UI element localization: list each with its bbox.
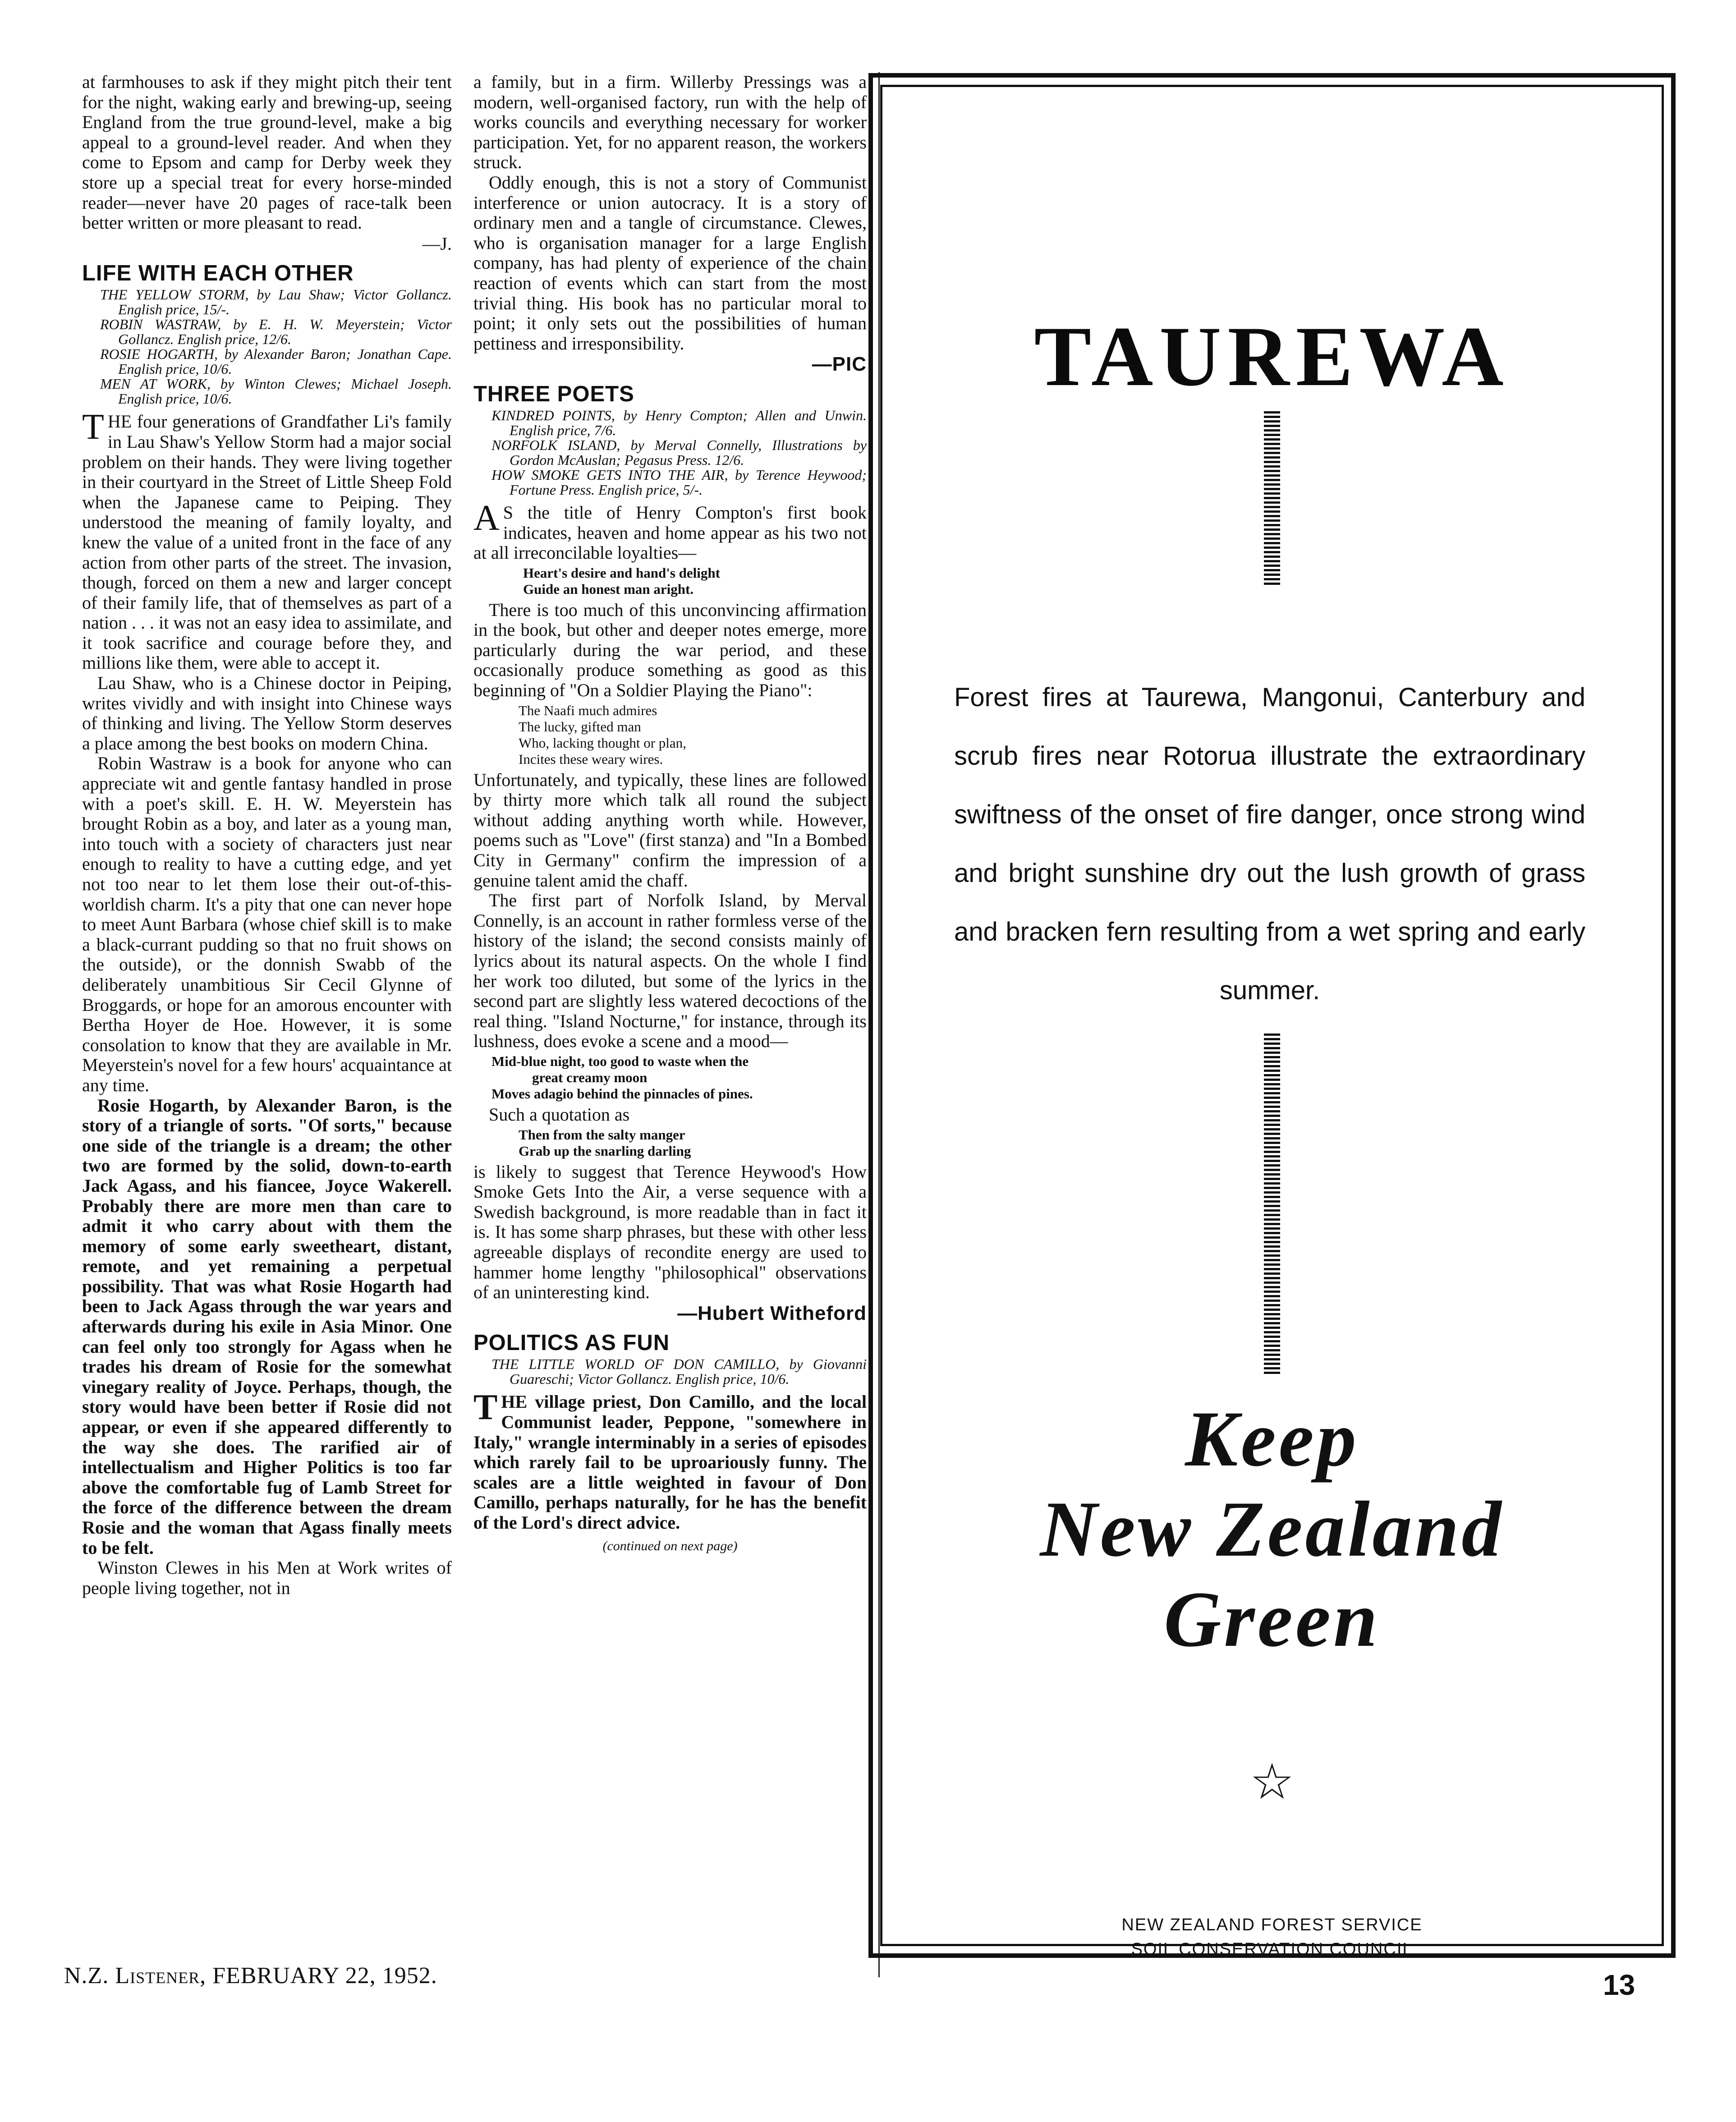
continuation-paragraph: a family, but in a firm. Willerby Pressings was a modern, well-organised factory, run with the help of works councils and everything necessary for worker participation. Yet, for no apparent reason, the workers struck. bbox=[473, 72, 867, 173]
publication-date: FEBRUARY 22, 1952. bbox=[212, 1963, 437, 1989]
intro-signature: —J. bbox=[422, 233, 452, 254]
org-line: SOIL CONSERVATION COUNCIL bbox=[1131, 1940, 1413, 1959]
verse-line: Guide an honest man aright. bbox=[523, 581, 694, 597]
paragraph-robin-wastraw: Robin Wastraw is a book for anyone who can appreciate wit and gentle fantasy handled in prose with a poet's skill. E. H. W. Meyerstein has brought Robin as a boy, and later as a young man, into touch with a society of characters just near enough to reality to have a cutting edge, and yet not too near to let them lose their out-of-this-worldish charm. It's a pity that one can never hope to meet Aunt Barbara (whose chief skill is to make a black-currant pudding so that no fruit shows on the outside), or the donnish Swabb of the deliberately unambitious Sir Cecil Glynne of Broggards, or hope for an amorous encounter with Bertha Hoyer de Hoe. However, it is some consolation to know that they are available in Mr. Meyerstein's novel for a few hours' acquaintance at any time. bbox=[82, 753, 452, 1095]
book-list-item: KINDRED POINTS, by Henry Compton; Allen and Unwin. English price, 7/6. bbox=[491, 407, 867, 438]
slogan-line: New Zealand bbox=[1040, 1485, 1504, 1573]
poets-paragraph-4: The first part of Norfolk Island, by Merval Connelly, is an account in rather formless verse of the history of the island; the second consists mainly of lyrics about its natural aspects. On the whole I find her work too diluted, but some of the lyrics in the second part are slightly less watered decoctions of the real thing. "Island Nocturne," for instance, through its lushness, does evoke a scene and a mood— bbox=[473, 890, 867, 1052]
paragraph-yellow-storm bbox=[82, 407, 452, 673]
drop-cap: T bbox=[473, 1387, 498, 1428]
paragraph-text: HE four generations of Grandfather Li's family in Lau Shaw's Yellow Storm had a major social problem on their hands. They were living together in their courtyard in the Street of Little Sheep Fold when the Japanese came to Peiping. They understood the meaning of family loyalty, and knew the value of a united front in the face of any action from other parts of the street. The invasion, though, forced on them a new and larger concept of their family life, that of themselves as part of a nation . . . it was not an easy idea to assimilate, and it took sacrifice and courage before they, and millions like them, were able to accept it. bbox=[82, 411, 452, 673]
book-list-item: NORFOLK ISLAND, by Merval Connelly, Illustrations by Gordon McAuslan; Pegasus Press. 12/6. bbox=[491, 436, 867, 468]
poets-paragraph-3: Unfortunately, and typically, these lines are followed by thirty more which talk all round the subject without adding anything worth while. However, poems such as "Love" (first stanza) and "In a Bombed City in Germany" confirm the impression of a genuine talent amid the chaff. bbox=[473, 769, 867, 891]
verse-block bbox=[473, 565, 867, 597]
dotted-rule-bottom bbox=[1264, 1033, 1280, 1376]
poets-paragraph-6: is likely to suggest that Terence Heywood's How Smoke Gets Into the Air, a verse sequence with a Swedish background, is more readable than in fact it is. It has some sharp phrases, but these with other less agreeable displays of recondite energy are used to hammer home lengthy "philosophical" observations of an uninteresting kind. bbox=[473, 1161, 867, 1303]
book-list-item: MEN AT WORK, by Winton Clewes; Michael Joseph. English price, 10/6. bbox=[100, 376, 452, 407]
paragraph-rosie-hogarth: Rosie Hogarth, by Alexander Baron, is the story of a triangle of sorts. "Of sorts," because one side of the triangle is a dream; the other two are formed by the solid, down-to-earth Jack Agass, and his fiancee, Joyce Wakerell. Probably there are more men than care to admit it who carry about with them the memory of some early sweetheart, distant, remote, and yet remaining a perpetual possibility. That was what Rosie Hogarth had been to Jack Agass through the war years and afterwards during his exile in Asia Minor. One can feel only too strongly for Agass when he trades his dream of Rosie for the somewhat vinegary reality of Joyce. Perhaps, though, the story would have been better if Rosie did not appear, or even if she appeared differently to the way she does. The rarified air of intellectualism and Higher Politics is too far above the comfortable fug of Lamb Street for the force of the difference between the dream Rosie and the woman that Agass finally meets to be felt. bbox=[82, 1095, 452, 1558]
paragraph-oddly: Oddly enough, this is not a story of Communist interference or union autocracy. It is a story of ordinary men and a tangle of circumstance. Clewes, who is organisation manager for a large English company, has had plenty of experience of the chain reaction of events which can start from the most trivial thing. His book has no particular moral to point; it only sets out the possibilities of human pettiness and irresponsibility. bbox=[473, 172, 867, 354]
advert-title: TAUREWA bbox=[1034, 309, 1510, 404]
verse-line: Heart's desire and hand's delight bbox=[523, 565, 720, 581]
verse-line: Who, lacking thought or plan, bbox=[519, 735, 686, 751]
poets-paragraph-compton bbox=[473, 498, 867, 563]
verse-line: Incites these weary wires. bbox=[519, 751, 663, 767]
slogan-line: Green bbox=[1164, 1575, 1380, 1663]
section-heading-politics: POLITICS AS FUN bbox=[473, 1331, 670, 1355]
book-list-item: HOW SMOKE GETS INTO THE AIR, by Terence Heywood; Fortune Press. English price, 5/-. bbox=[491, 466, 867, 498]
star-icon: ☆ bbox=[1249, 1755, 1295, 1810]
verse-line: Grab up the snarling darling bbox=[519, 1143, 691, 1159]
advert-box bbox=[868, 73, 1676, 1958]
book-list-item: THE LITTLE WORLD OF DON CAMILLO, by Giovanni Guareschi; Victor Gollancz. English price, 10/6. bbox=[491, 1356, 867, 1387]
poets-book-list bbox=[473, 408, 867, 497]
dotted-rule-top bbox=[1264, 411, 1280, 587]
signature-pic: —PIC bbox=[812, 353, 867, 376]
signature-hubert: —Hubert Witheford bbox=[677, 1302, 867, 1324]
paragraph-lau-shaw: Lau Shaw, who is a Chinese doctor in Peiping, writes vividly and with insight into Chinese ways of thinking and living. The Yellow Storm deserves a place among the best books on modern China. bbox=[82, 673, 452, 753]
politics-book-list bbox=[473, 1357, 867, 1387]
book-list-item: THE YELLOW STORM, by Lau Shaw; Victor Gollancz. English price, 15/-. bbox=[100, 286, 452, 318]
section-heading-life: LIFE WITH EACH OTHER bbox=[82, 261, 354, 286]
publication-footer bbox=[64, 1962, 437, 1989]
left-column bbox=[82, 72, 452, 1977]
verse-line: Moves adagio behind the pinnacles of pines. bbox=[491, 1085, 753, 1102]
org-line: NEW ZEALAND FOREST SERVICE bbox=[1121, 1915, 1423, 1934]
verse-block bbox=[473, 703, 867, 767]
paragraph-text: S the title of Henry Compton's first book indicates, heaven and home appear as his two not at all irreconcilable loyalties— bbox=[473, 502, 867, 563]
publication-prefix: N.Z. bbox=[64, 1963, 109, 1989]
advert-body: Forest fires at Taurewa, Mangonui, Canterbury and scrub fires near Rotorua illustrate the extraordinary swiftness of the onset of fire danger, once strong wind and bright sunshine dry out the lush growth of grass and bracken fern resulting from a wet spring and early summer. bbox=[954, 683, 1585, 1005]
advert-slogan bbox=[873, 1394, 1671, 1665]
continued-note: (continued on next page) bbox=[602, 1539, 738, 1554]
verse-line: great creamy moon bbox=[532, 1069, 648, 1085]
drop-cap: T bbox=[82, 407, 104, 447]
page-number: 13 bbox=[1603, 1969, 1635, 2001]
politics-paragraph bbox=[473, 1387, 867, 1533]
verse-line: Then from the salty manger bbox=[519, 1126, 685, 1143]
intro-paragraph: at farmhouses to ask if they might pitch their tent for the night, waking early and brewing-up, seeing England from the true ground-level, make a big appeal to a ground-level reader. And when they come to Epsom and camp for Derby week they store up a special treat for every horse-minded reader—never have 20 pages of race-talk been better written or more pleasant to read. bbox=[82, 72, 452, 233]
paragraph-men-at-work: Winston Clewes in his Men at Work writes of people living together, not in bbox=[82, 1557, 452, 1598]
book-list bbox=[82, 287, 452, 406]
section-heading-poets: THREE POETS bbox=[473, 381, 634, 406]
book-list-item: ROBIN WASTRAW, by E. H. W. Meyerstein; Victor Gollancz. English price, 12/6. bbox=[100, 316, 452, 348]
slogan-line: Keep bbox=[1185, 1395, 1359, 1483]
poets-paragraph-5: Such a quotation as bbox=[489, 1104, 630, 1125]
advert-organisation bbox=[873, 1913, 1671, 1961]
verse-line: The lucky, gifted man bbox=[519, 718, 641, 735]
verse-block bbox=[473, 1053, 867, 1102]
drop-cap: A bbox=[473, 498, 500, 538]
verse-block bbox=[473, 1127, 867, 1159]
verse-line: The Naafi much admires bbox=[519, 702, 657, 718]
publication-name: Listener, bbox=[115, 1963, 207, 1989]
middle-column bbox=[473, 72, 867, 1977]
poets-paragraph-2: There is too much of this unconvincing affirmation in the book, but other and deeper notes emerge, more particularly during the war period, and these occasionally produce something as good as this beginning of "On a Soldier Playing the Piano": bbox=[473, 599, 867, 701]
paragraph-text: HE village priest, Don Camillo, and the local Communist leader, Peppone, "somewhere in Italy," wrangle interminably in a series of episodes which rarely fail to be uproariously funny. The scales are a little weighted in favour of Don Camillo, perhaps naturally, for he has the benefit of the Lord's direct advice. bbox=[473, 1392, 867, 1533]
book-list-item: ROSIE HOGARTH, by Alexander Baron; Jonathan Cape. English price, 10/6. bbox=[100, 346, 452, 377]
verse-line: Mid-blue night, too good to waste when the bbox=[491, 1053, 749, 1069]
